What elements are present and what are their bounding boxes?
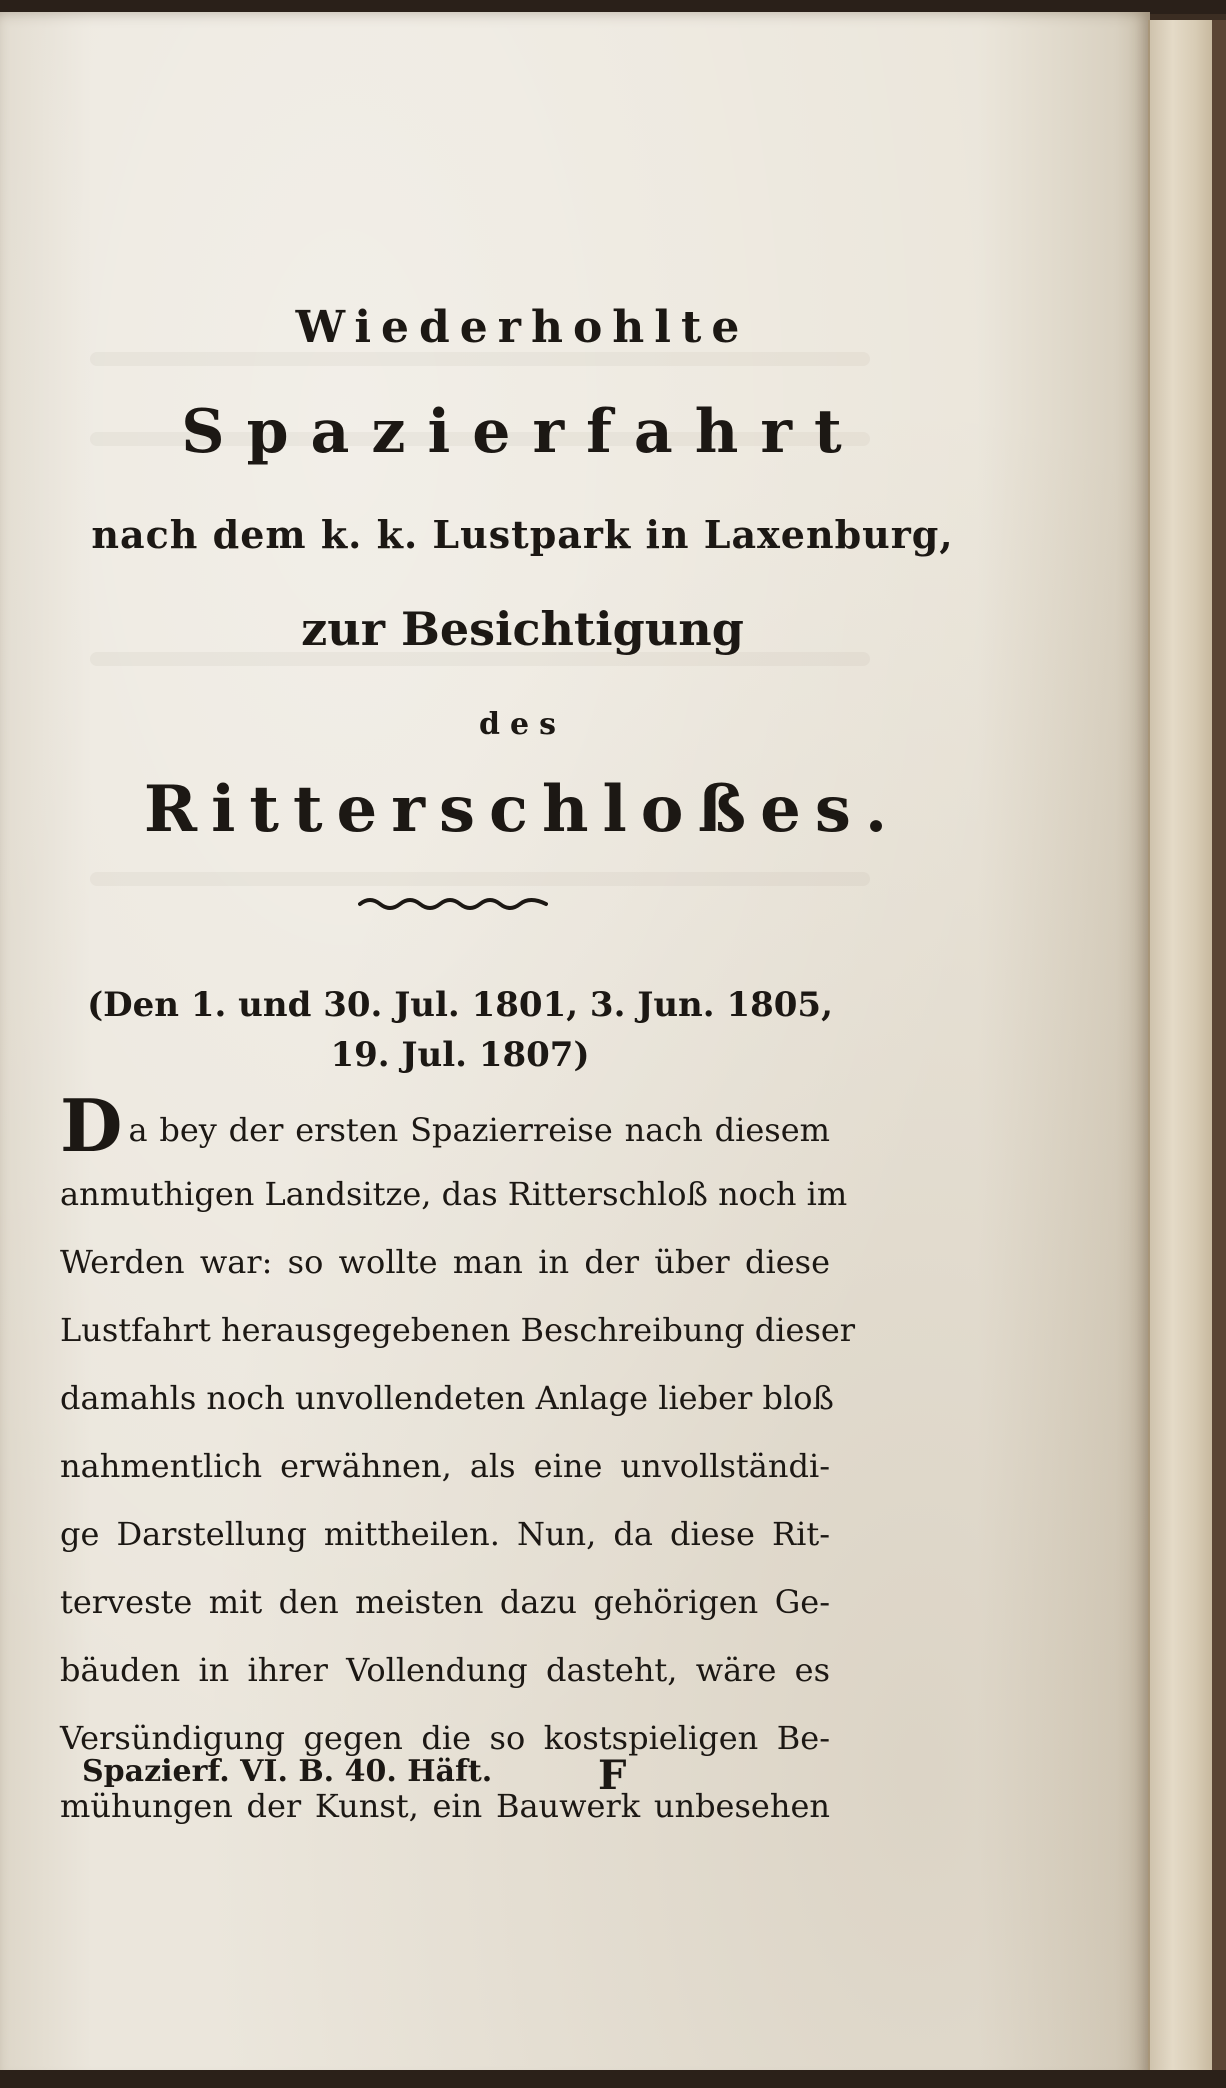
scan-bottom-border <box>0 2070 1226 2088</box>
signature-mark: F <box>598 1752 627 1799</box>
body-line: Werden war: so wollte man in der über diese <box>60 1243 830 1281</box>
body-line: terveste mit den meisten dazu gehörigen Ge- <box>60 1583 830 1621</box>
signature-line: Spazierf. VI. B. 40. Häft. <box>82 1754 493 1789</box>
title-line-1: Wiederhohlte <box>295 302 750 353</box>
title-line-6: Ritterschloßes. <box>143 772 902 847</box>
body-line: bäuden in ihrer Vollendung dasteht, wäre es <box>60 1651 830 1689</box>
show-through-text <box>90 872 870 886</box>
body-line: damahls noch unvollendeten Anlage lieber bloß <box>60 1379 834 1417</box>
title-line-4: zur Besichtigung <box>301 602 744 656</box>
page-stack-edge <box>1148 20 1226 2088</box>
title-line-2: Spazierfahrt <box>181 397 864 467</box>
title-line-5: des <box>479 707 566 742</box>
body-line: Versündigung gegen die so kostspieligen Be- <box>60 1719 830 1757</box>
body-text <box>60 1083 856 1840</box>
dates-line-1: (Den 1. und 30. Jul. 1801, 3. Jun. 1805, <box>87 985 833 1025</box>
show-through-text <box>90 352 870 366</box>
body-line-text: a bey der ersten Spazierreise nach diesem <box>128 1111 830 1149</box>
dates-block <box>80 980 840 1080</box>
drop-cap: D <box>60 1083 123 1168</box>
book-page <box>0 12 1150 2082</box>
body-line: Lustfahrt herausgegebenen Beschreibung dieser <box>60 1311 856 1349</box>
title-line-3: nach dem k. k. Lustpark in Laxenburg, <box>91 512 954 557</box>
dates-line-2: 19. Jul. 1807) <box>330 1035 590 1075</box>
body-line: anmuthigen Landsitze, das Ritterschloß noch im <box>60 1175 848 1213</box>
body-line: nahmentlich erwähnen, als eine unvollständi- <box>60 1447 830 1485</box>
body-line <box>60 1083 830 1168</box>
decorative-rule <box>358 892 548 912</box>
body-line: ge Darstellung mittheilen. Nun, da diese Rit- <box>60 1515 830 1553</box>
body-line: mühungen der Kunst, ein Bauwerk unbesehen <box>60 1787 830 1825</box>
